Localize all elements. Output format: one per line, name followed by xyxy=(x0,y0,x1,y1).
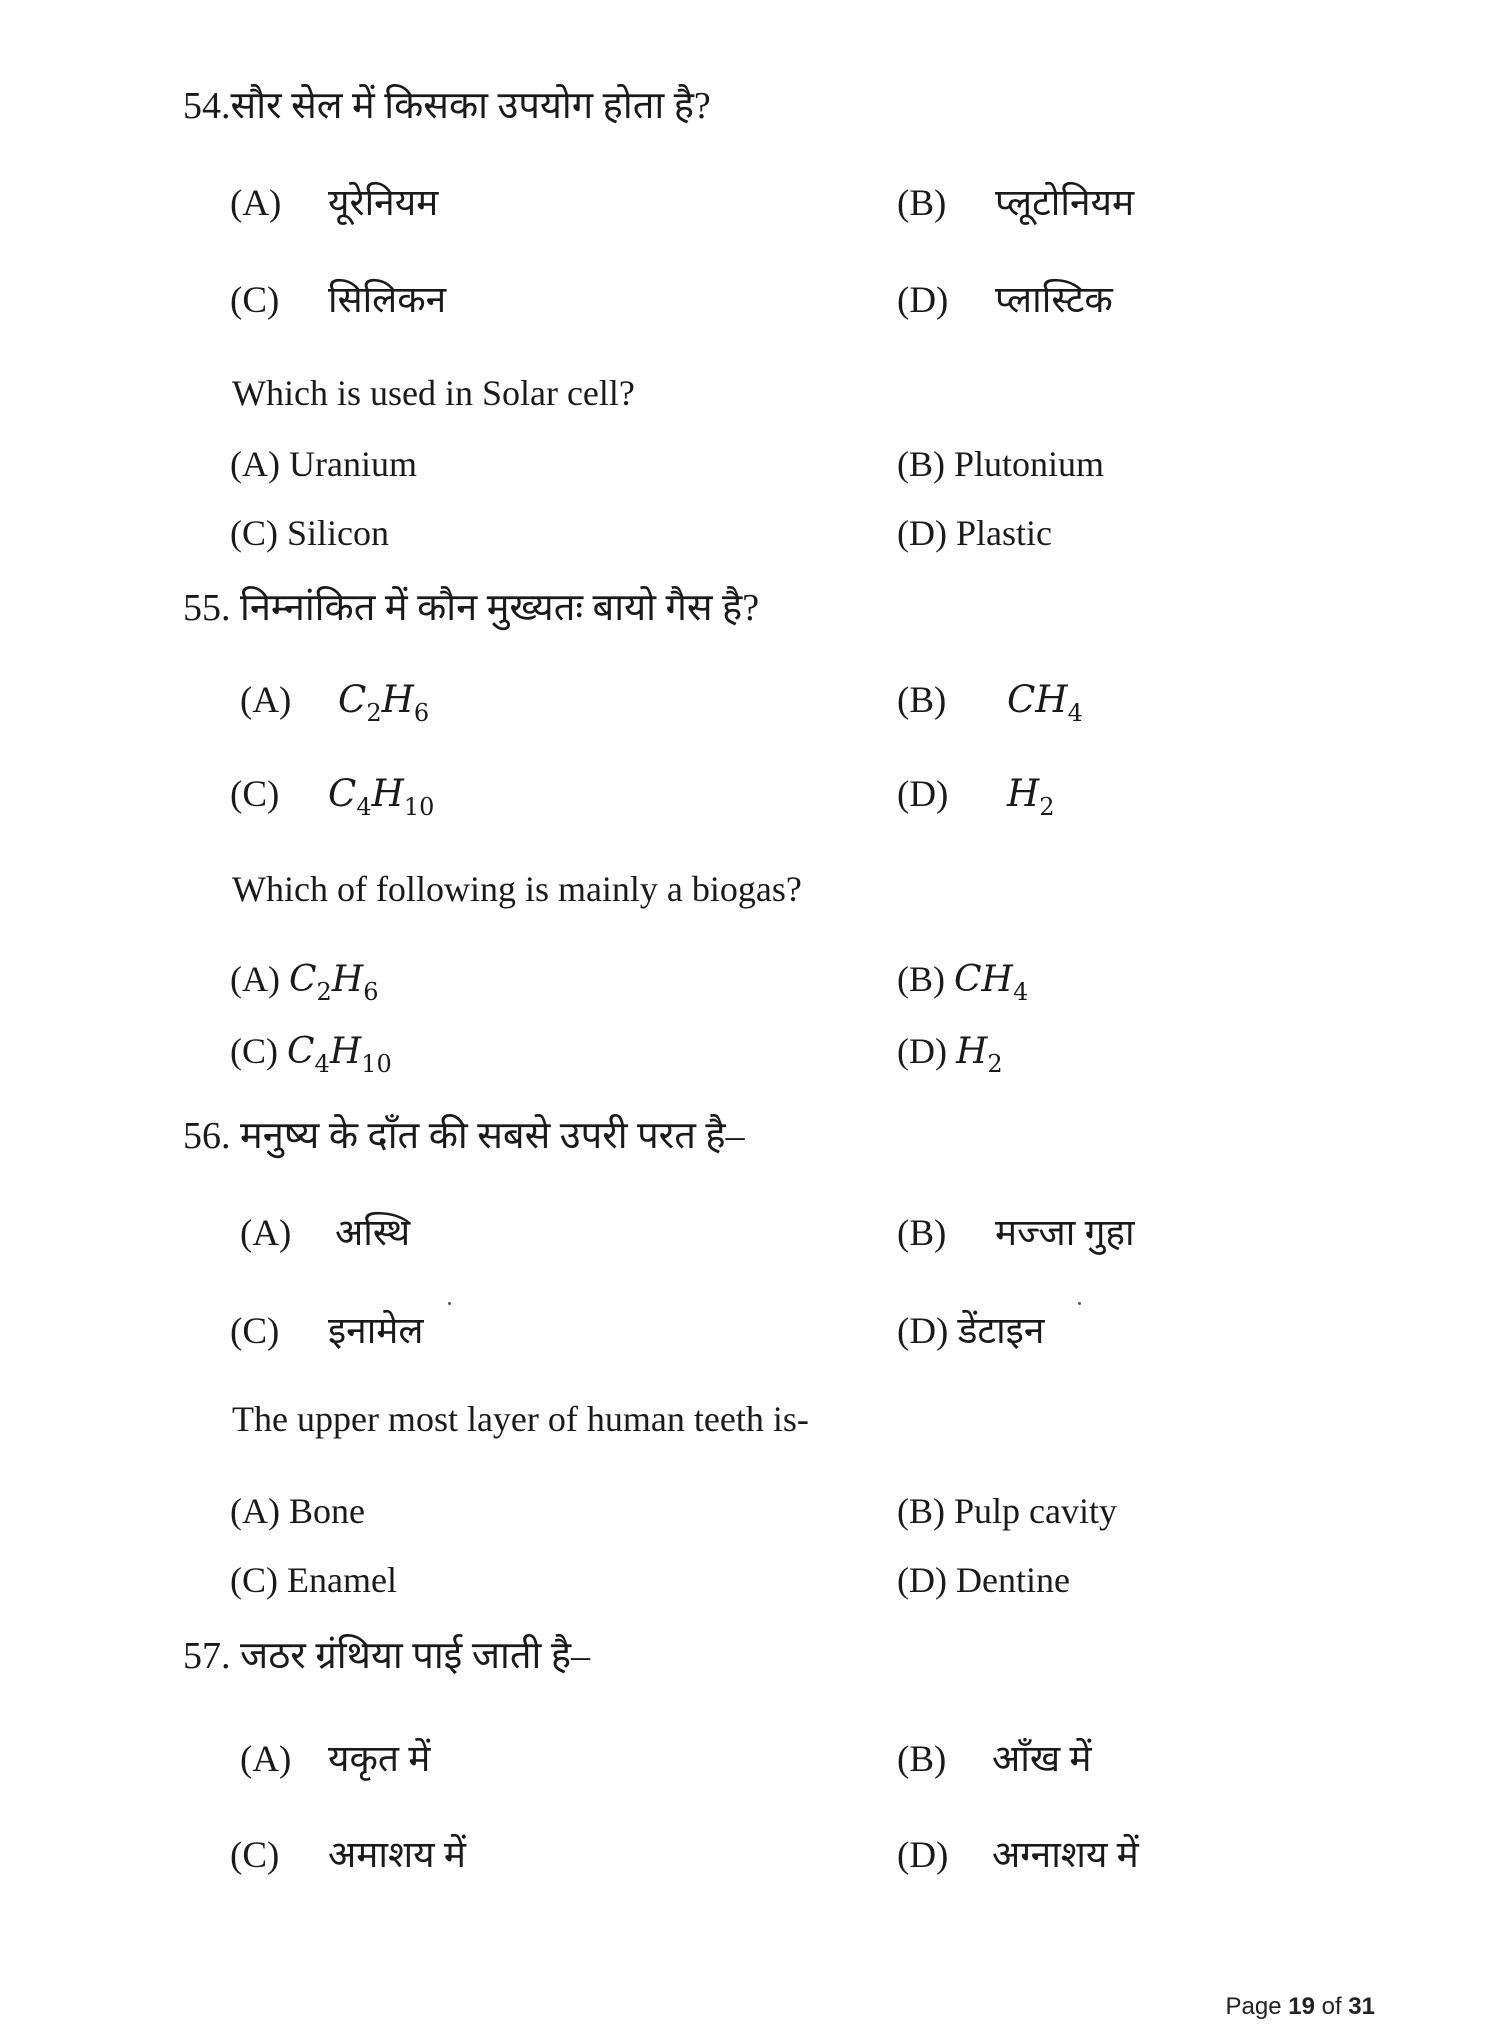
option-text: अमाशय में xyxy=(328,1835,466,1876)
q56-english-option-a xyxy=(230,1490,365,1532)
option-label: (D) xyxy=(897,513,947,553)
q54-english-option-b xyxy=(897,443,1104,485)
formula-c2h6: $C_2H_6$ xyxy=(338,678,430,727)
option-label: (C) xyxy=(230,513,278,553)
option-text: Uranium xyxy=(288,444,417,484)
q56-hindi-option-a xyxy=(240,1205,410,1256)
q56-english-option-b xyxy=(897,1490,1117,1532)
formula-h2: $H_2$ xyxy=(955,1031,1003,1078)
formula-c4h10: $C_4H_{10}$ xyxy=(287,1031,392,1078)
formula-c2h6: $C_2H_6$ xyxy=(288,959,379,1006)
option-text: Plastic xyxy=(955,513,1052,553)
formula-ch4: $CH_4$ xyxy=(1007,678,1083,727)
option-label: (A) xyxy=(230,183,282,224)
option-text: यूरेनियम xyxy=(328,183,439,224)
question-54-english: Which is used in Solar cell? xyxy=(232,373,635,413)
q56-hindi-option-c xyxy=(230,1303,424,1354)
option-text: प्लूटोनियम xyxy=(995,183,1135,224)
q54-english-option-a xyxy=(230,443,417,485)
footer-current-page: 19 xyxy=(1288,1993,1315,2020)
option-label: (B) xyxy=(897,1491,945,1531)
q57-hindi-option-d xyxy=(897,1827,1139,1878)
q55-english-option-c xyxy=(230,1030,392,1078)
option-text: अस्थि xyxy=(335,1213,411,1254)
q54-hindi-option-a xyxy=(230,175,438,226)
option-text: सिलिकन xyxy=(328,280,447,321)
q54-hindi-option-d xyxy=(897,272,1113,323)
q55-hindi-option-c xyxy=(230,772,435,821)
question-55-hindi: 55. निम्नांकित में कौन मुख्यतः बायो गैस है? xyxy=(183,587,760,629)
q56-hindi-option-d xyxy=(897,1303,1044,1354)
option-text: अग्नाशय में xyxy=(992,1835,1139,1876)
option-label: (A) xyxy=(240,1213,292,1254)
footer-prefix: Page xyxy=(1225,1993,1282,2020)
q57-hindi-option-a xyxy=(240,1731,430,1782)
option-label: (C) xyxy=(230,1031,278,1071)
q56-english-option-c xyxy=(230,1559,397,1601)
formula-h2: $H_2$ xyxy=(1007,772,1055,821)
option-text: Silicon xyxy=(287,513,390,553)
option-text: Bone xyxy=(288,1491,365,1531)
option-text: Pulp cavity xyxy=(954,1491,1117,1531)
question-56-english: The upper most layer of human teeth is- xyxy=(232,1399,809,1439)
option-label: (A) xyxy=(230,1491,280,1531)
question-56-hindi: 56. मनुष्य के दाँत की सबसे उपरी परत है– xyxy=(183,1115,745,1157)
q56-hindi-option-b xyxy=(897,1205,1135,1256)
q55-english-option-b xyxy=(897,958,1029,1006)
option-label: (C) xyxy=(230,1311,280,1352)
option-text: प्लास्टिक xyxy=(995,280,1113,321)
q55-hindi-option-a xyxy=(240,678,430,727)
option-label: (A) xyxy=(240,1739,292,1780)
q56-english-option-d xyxy=(897,1559,1070,1601)
option-label: (B) xyxy=(897,959,945,999)
option-label: (C) xyxy=(230,774,280,815)
option-label: (C) xyxy=(230,280,280,321)
option-label: (B) xyxy=(897,680,947,721)
formula-ch4: $CH_4$ xyxy=(954,959,1029,1006)
formula-c4h10: $C_4H_{10}$ xyxy=(328,772,435,821)
option-label: (C) xyxy=(230,1835,280,1876)
q54-english-option-d xyxy=(897,512,1052,554)
option-label: (D) xyxy=(897,1560,947,1600)
option-text: आँख में xyxy=(992,1739,1092,1780)
option-text: Plutonium xyxy=(954,444,1105,484)
footer-total-pages: 31 xyxy=(1348,1993,1375,2020)
option-label: (B) xyxy=(897,1213,947,1254)
option-label: (D) xyxy=(897,1031,947,1071)
scan-speck xyxy=(1078,1302,1081,1305)
scan-speck xyxy=(448,1302,451,1305)
option-label: (A) xyxy=(240,680,292,721)
question-55-english: Which of following is mainly a biogas? xyxy=(232,869,802,909)
option-label: (C) xyxy=(230,1560,278,1600)
question-54-hindi: 54.सौर सेल में किसका उपयोग होता है? xyxy=(183,85,711,127)
option-text: मज्जा गुहा xyxy=(995,1213,1135,1254)
option-label: (A) xyxy=(230,959,280,999)
option-label: (D) xyxy=(897,280,949,321)
page-number-footer xyxy=(1226,1993,1376,2021)
option-text: Dentine xyxy=(955,1560,1070,1600)
option-label: (D) xyxy=(897,774,949,815)
q55-english-option-d xyxy=(897,1030,1003,1078)
option-label: (D) xyxy=(897,1835,949,1876)
option-text: यकृत में xyxy=(328,1739,431,1780)
q54-hindi-option-b xyxy=(897,175,1134,226)
option-label: (B) xyxy=(897,1739,947,1780)
option-label: (D) xyxy=(897,1311,949,1352)
option-label: (B) xyxy=(897,183,947,224)
option-label: (A) xyxy=(230,444,280,484)
option-text: डेंटाइन xyxy=(957,1311,1045,1352)
q54-english-option-c xyxy=(230,512,389,554)
option-label: (B) xyxy=(897,444,945,484)
q55-english-option-a xyxy=(230,958,379,1006)
q54-hindi-option-c xyxy=(230,272,446,323)
option-text: इनामेल xyxy=(328,1311,424,1352)
q55-hindi-option-d xyxy=(897,772,1055,821)
option-text: Enamel xyxy=(287,1560,397,1600)
q55-hindi-option-b xyxy=(897,678,1083,727)
footer-middle: of xyxy=(1321,1993,1342,2020)
question-57-hindi: 57. जठर ग्रंथिया पाई जाती है– xyxy=(183,1635,591,1677)
q57-hindi-option-b xyxy=(897,1731,1091,1782)
q57-hindi-option-c xyxy=(230,1827,466,1878)
